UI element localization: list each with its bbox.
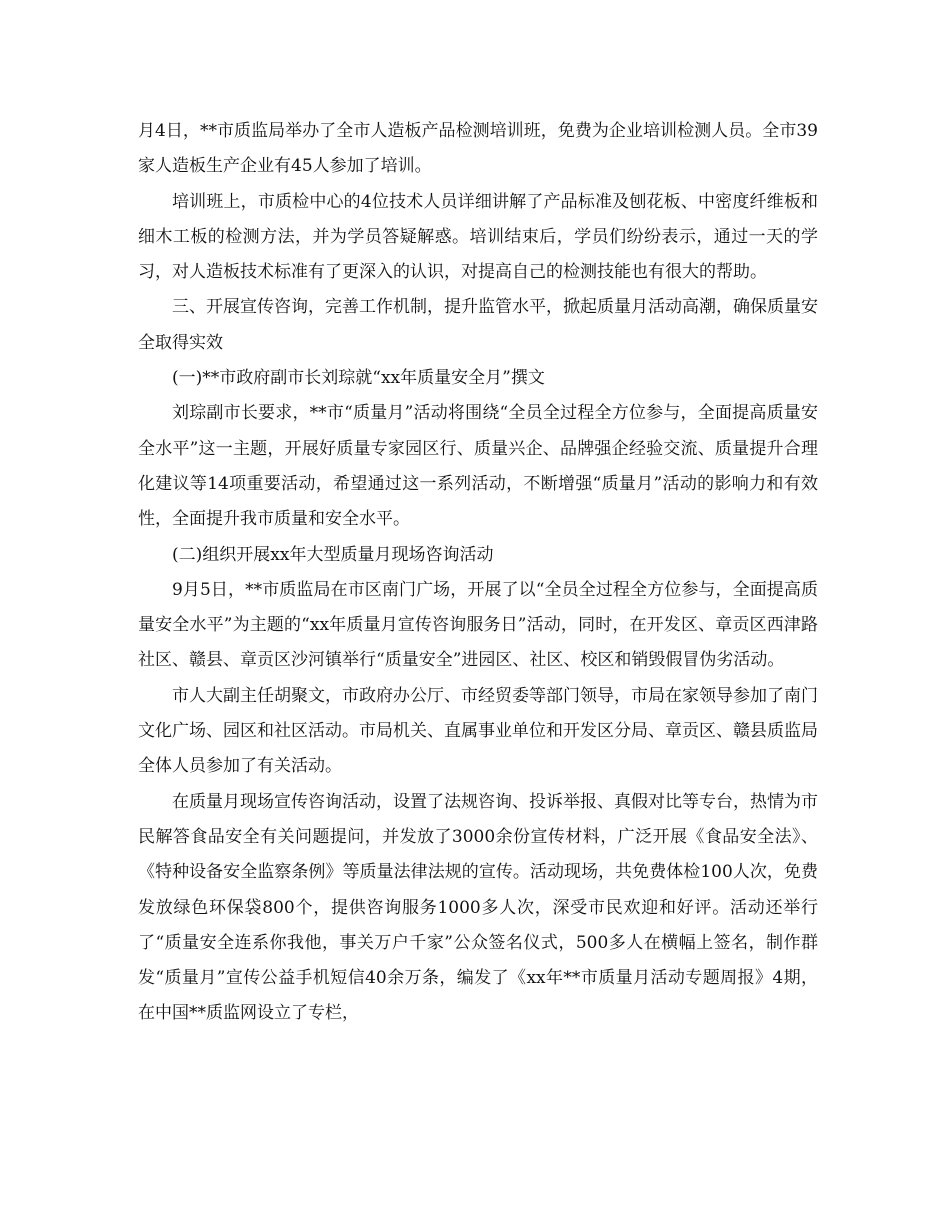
document-body [138,114,818,1032]
paragraph-training-intro: 月4日，**市质监局举办了全市人造板产品检测培训班，免费为企业培训检测人员。全市39家人造板生产企业有45人参加了培训。 [138,121,818,177]
subsection-heading-one: (一)**市政府副市长刘琮就“xx年质量安全月”撰文 [172,368,545,389]
paragraph-training-details: 培训班上，市质检中心的4位技术人员详细讲解了产品标准及刨花板、中密度纤维板和细木工板的检测方法，并为学员答疑解惑。培训结束后，学员们纷纷表示，通过一天的学习，对人造板技术标准有了更深入的认识，对提高自己的检测技能也有很大的帮助。 [138,191,818,283]
subsection-heading-two: (二)组织开展xx年大型质量月现场咨询活动 [172,544,494,565]
paragraph-vice-mayor: 刘琮副市长要求，**市“质量月”活动将围绕“全员全过程全方位参与，全面提高质量安全水平”这一主题，开展好质量专家园区行、质量兴企、品牌强企经验交流、质量提升合理化建议等14项重要活动，希望通过这一系列活动，不断增强“质量月”活动的影响力和有效性，全面提升我市质量和安全水平。 [138,403,818,530]
paragraph-leaders-attendance: 市人大副主任胡聚文，市政府办公厅、市经贸委等部门领导，市局在家领导参加了南门文化广场、园区和社区活动。市局机关、直属事业单位和开发区分局、章贡区、赣县质监局全体人员参加了有关活动。 [138,685,818,777]
paragraph-sept-5-event: 9月5日，**市质监局在市区南门广场，开展了以“全员全过程全方位参与，全面提高质量安全水平”为主题的“xx年质量月宣传咨询服务日”活动，同时，在开发区、章贡区西津路社区、赣县、章贡区沙河镇举行“质量安全”进园区、社区、校区和销毁假冒伪劣活动。 [138,579,818,671]
section-heading-three: 三、开展宣传咨询，完善工作机制，提升监管水平，掀起质量月活动高潮，确保质量安全取得实效 [138,297,818,353]
paragraph-onsite-activities: 在质量月现场宣传咨询活动，设置了法规咨询、投诉举报、真假对比等专台，热情为市民解答食品安全有关问题提问，并发放了3000余份宣传材料，广泛开展《食品安全法》、《特种设备安全监察条例》等质量法律法规的宣传。活动现场，共免费体检100人次，免费发放绿色环保袋800个，提供咨询服务1000多人次，深受市民欢迎和好评。活动还举行了“质量安全连系你我他，事关万户千家”公众签名仪式，500多人在横幅上签名，制作群发“质量月”宣传公益手机短信40余万条，编发了《xx年**市质量月活动专题周报》4期，在中国**质监网设立了专栏， [138,791,818,1024]
